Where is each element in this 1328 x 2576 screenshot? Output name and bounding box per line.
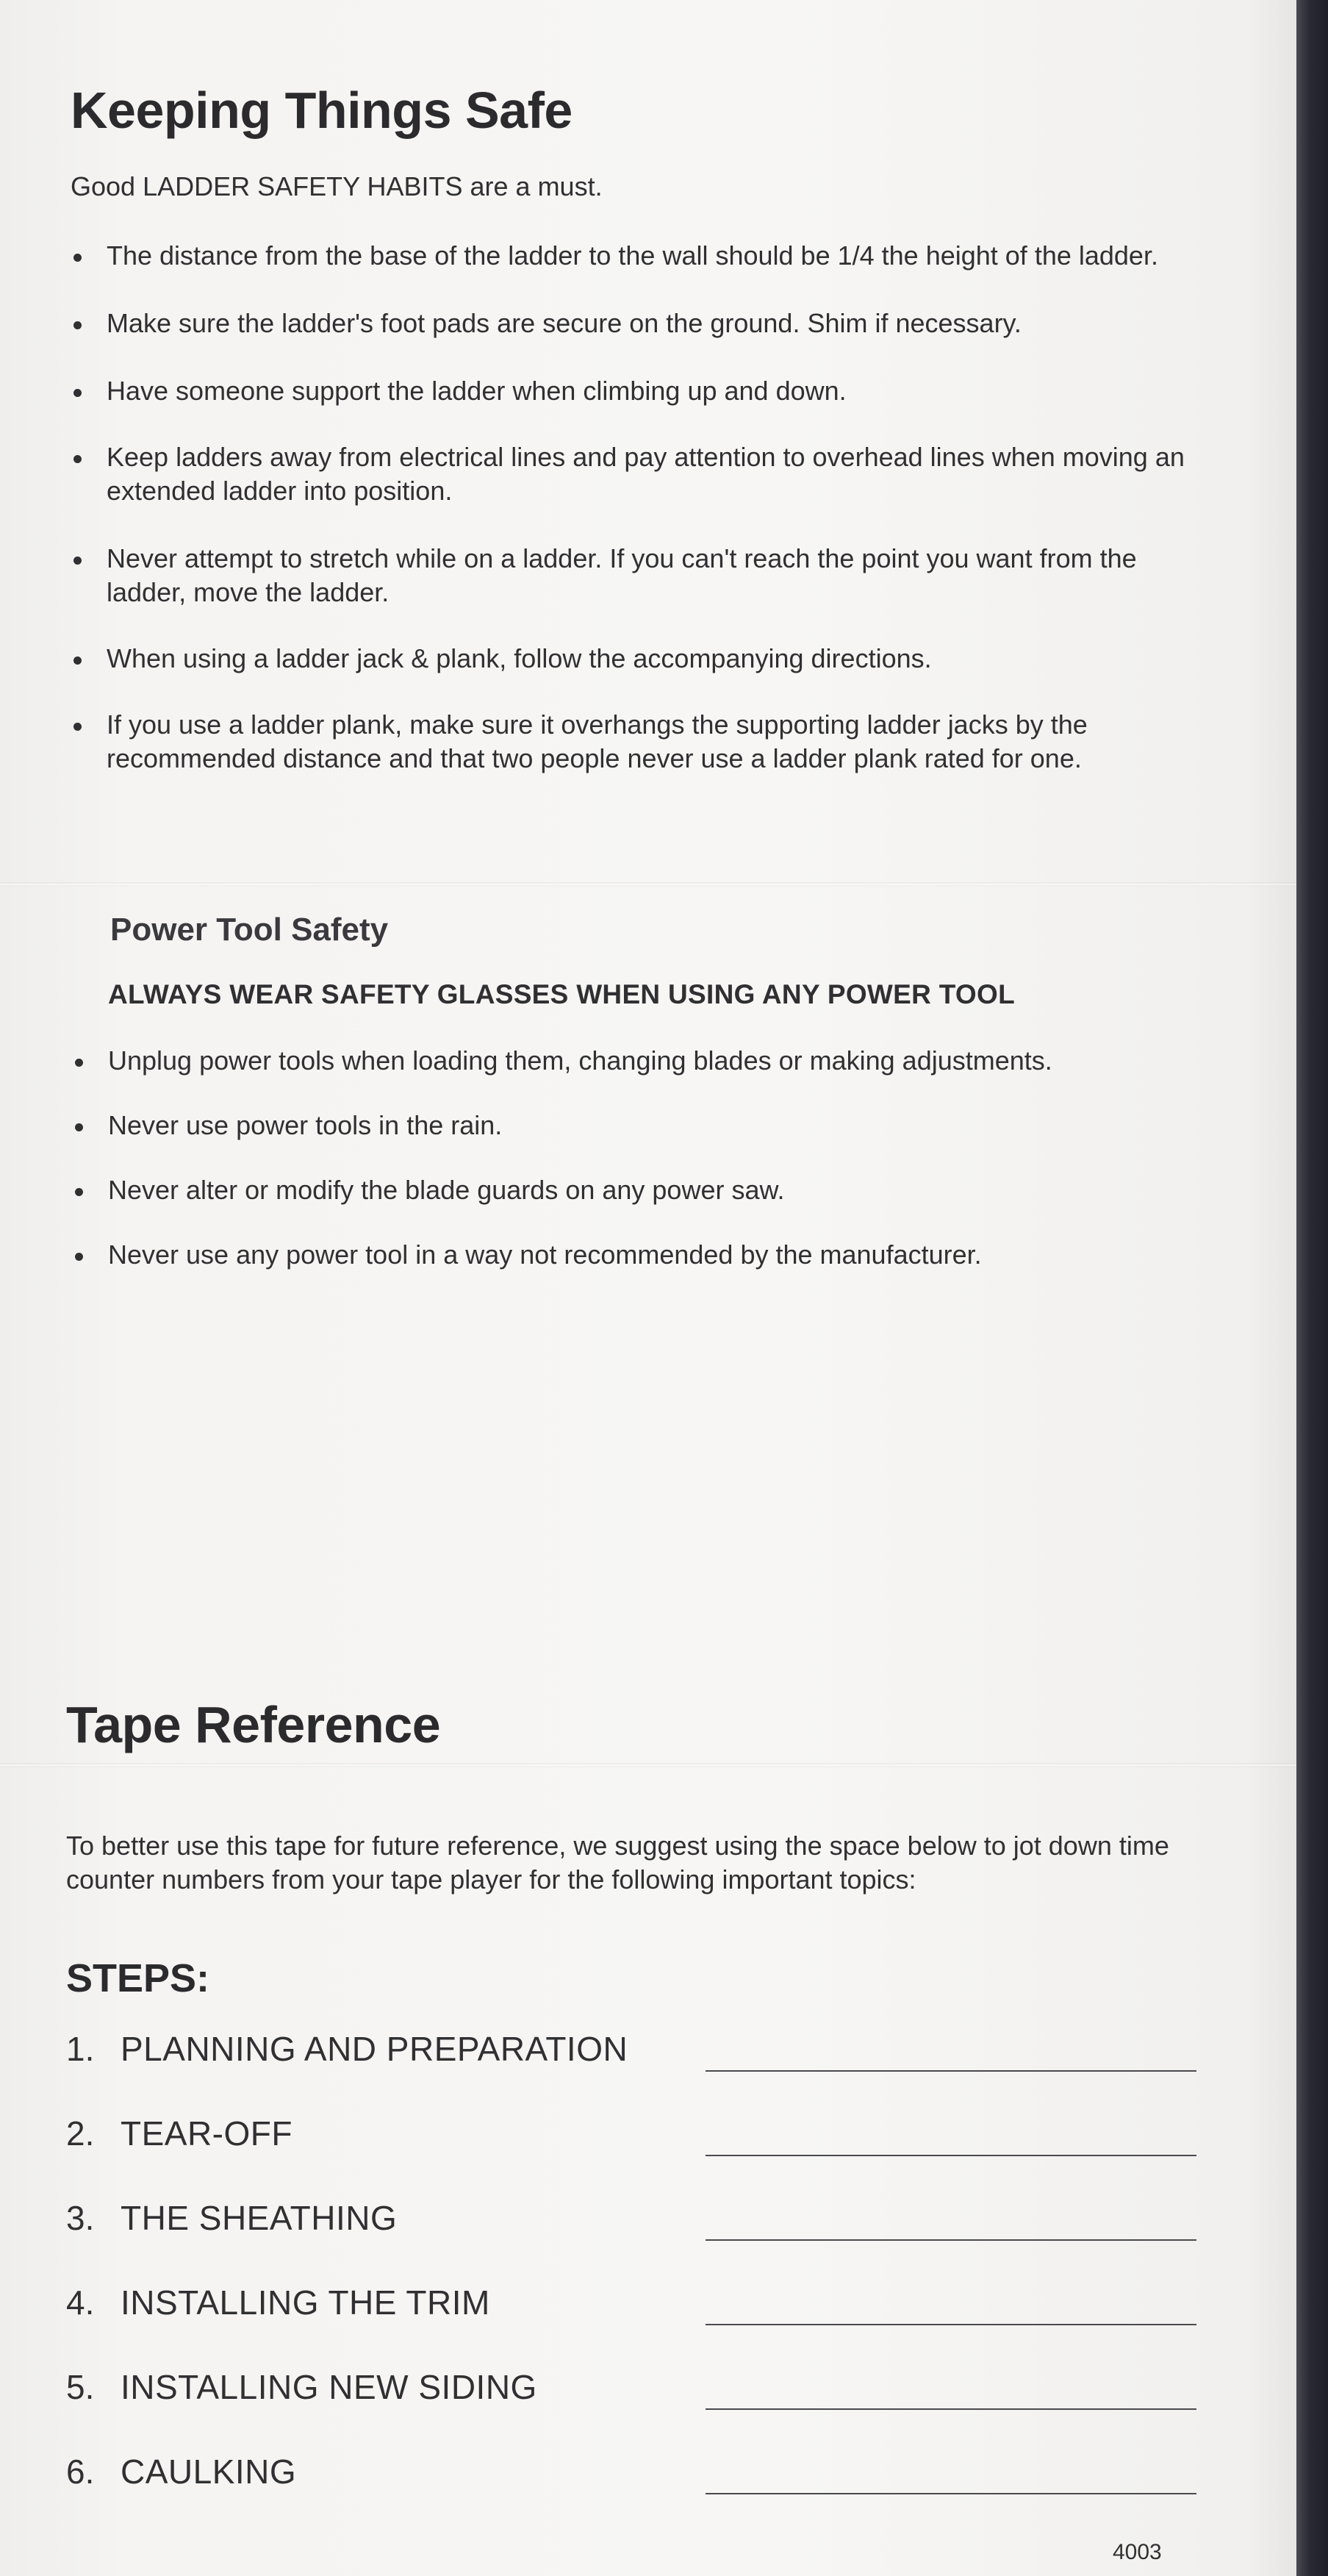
counter-write-in-line	[706, 2324, 1196, 2325]
step-row	[66, 2367, 1198, 2411]
counter-write-in-line	[706, 2239, 1196, 2241]
paper-fold	[0, 882, 1296, 887]
step-label: CAULKING	[121, 2452, 297, 2491]
tape-intro: To better use this tape for future reference, we suggest using the space below to jot down time counter numbers from your tape player for the following important topics:	[66, 1831, 1169, 1895]
power-tool-warning: ALWAYS WEAR SAFETY GLASSES WHEN USING ANY POWER TOOL	[108, 979, 1015, 1009]
step-row	[66, 2198, 1198, 2242]
list-item: If you use a ladder plank, make sure it overhangs the supporting ladder jacks by the recommended distance and that two people never use a ladder plank rated for one.	[71, 708, 1217, 776]
safety-intro: Good LADDER SAFETY HABITS are a must.	[71, 171, 603, 201]
list-item: Never use power tools in the rain.	[72, 1109, 1218, 1142]
step-label: PLANNING AND PREPARATION	[121, 2030, 628, 2068]
page-edge-shadow	[1296, 0, 1328, 2576]
paper-fold	[0, 1763, 1296, 1767]
step-label: THE SHEATHING	[121, 2199, 398, 2237]
list-item: Never attempt to stretch while on a ladder. If you can't reach the point you want from the ladder, move the ladder.	[71, 542, 1217, 609]
step-row	[66, 2114, 1198, 2158]
step-number: 6.	[66, 2452, 95, 2491]
step-row	[66, 2452, 1198, 2496]
list-item: Never alter or modify the blade guards on any power saw.	[72, 1173, 1218, 1207]
ladder-safety-list	[71, 239, 1217, 776]
list-item: Keep ladders away from electrical lines and pay attention to overhead lines when moving an extended ladder into position.	[71, 440, 1217, 508]
list-item: When using a ladder jack & plank, follow the accompanying directions.	[71, 642, 1217, 676]
power-tool-list	[72, 1044, 1218, 1272]
list-item: Make sure the ladder's foot pads are secure on the ground. Shim if necessary.	[71, 307, 1217, 340]
counter-write-in-line	[706, 2408, 1196, 2410]
counter-write-in-line	[706, 2070, 1196, 2072]
list-item: Unplug power tools when loading them, changing blades or making adjustments.	[72, 1044, 1218, 1078]
step-label: INSTALLING THE TRIM	[121, 2283, 490, 2322]
step-label: INSTALLING NEW SIDING	[121, 2368, 537, 2406]
list-item: The distance from the base of the ladder to the wall should be 1/4 the height of the ladder.	[71, 239, 1217, 273]
step-number: 3.	[66, 2199, 95, 2237]
step-number: 5.	[66, 2368, 95, 2406]
step-number: 2.	[66, 2114, 95, 2153]
safety-title: Keeping Things Safe	[71, 82, 573, 139]
step-number: 1.	[66, 2030, 95, 2068]
counter-write-in-line	[706, 2493, 1196, 2494]
list-item: Have someone support the ladder when climbing up and down.	[71, 374, 1217, 408]
list-item: Never use any power tool in a way not recommended by the manufacturer.	[72, 1238, 1218, 1272]
step-number: 4.	[66, 2283, 95, 2322]
step-row	[66, 2029, 1198, 2073]
tape-reference-title: Tape Reference	[66, 1696, 441, 1753]
steps-title: STEPS:	[66, 1956, 210, 2000]
document-code: 4003	[1113, 2540, 1162, 2564]
counter-write-in-line	[706, 2155, 1196, 2156]
power-tool-title: Power Tool Safety	[110, 912, 389, 948]
step-label: TEAR-OFF	[121, 2114, 292, 2153]
step-row	[66, 2283, 1198, 2327]
